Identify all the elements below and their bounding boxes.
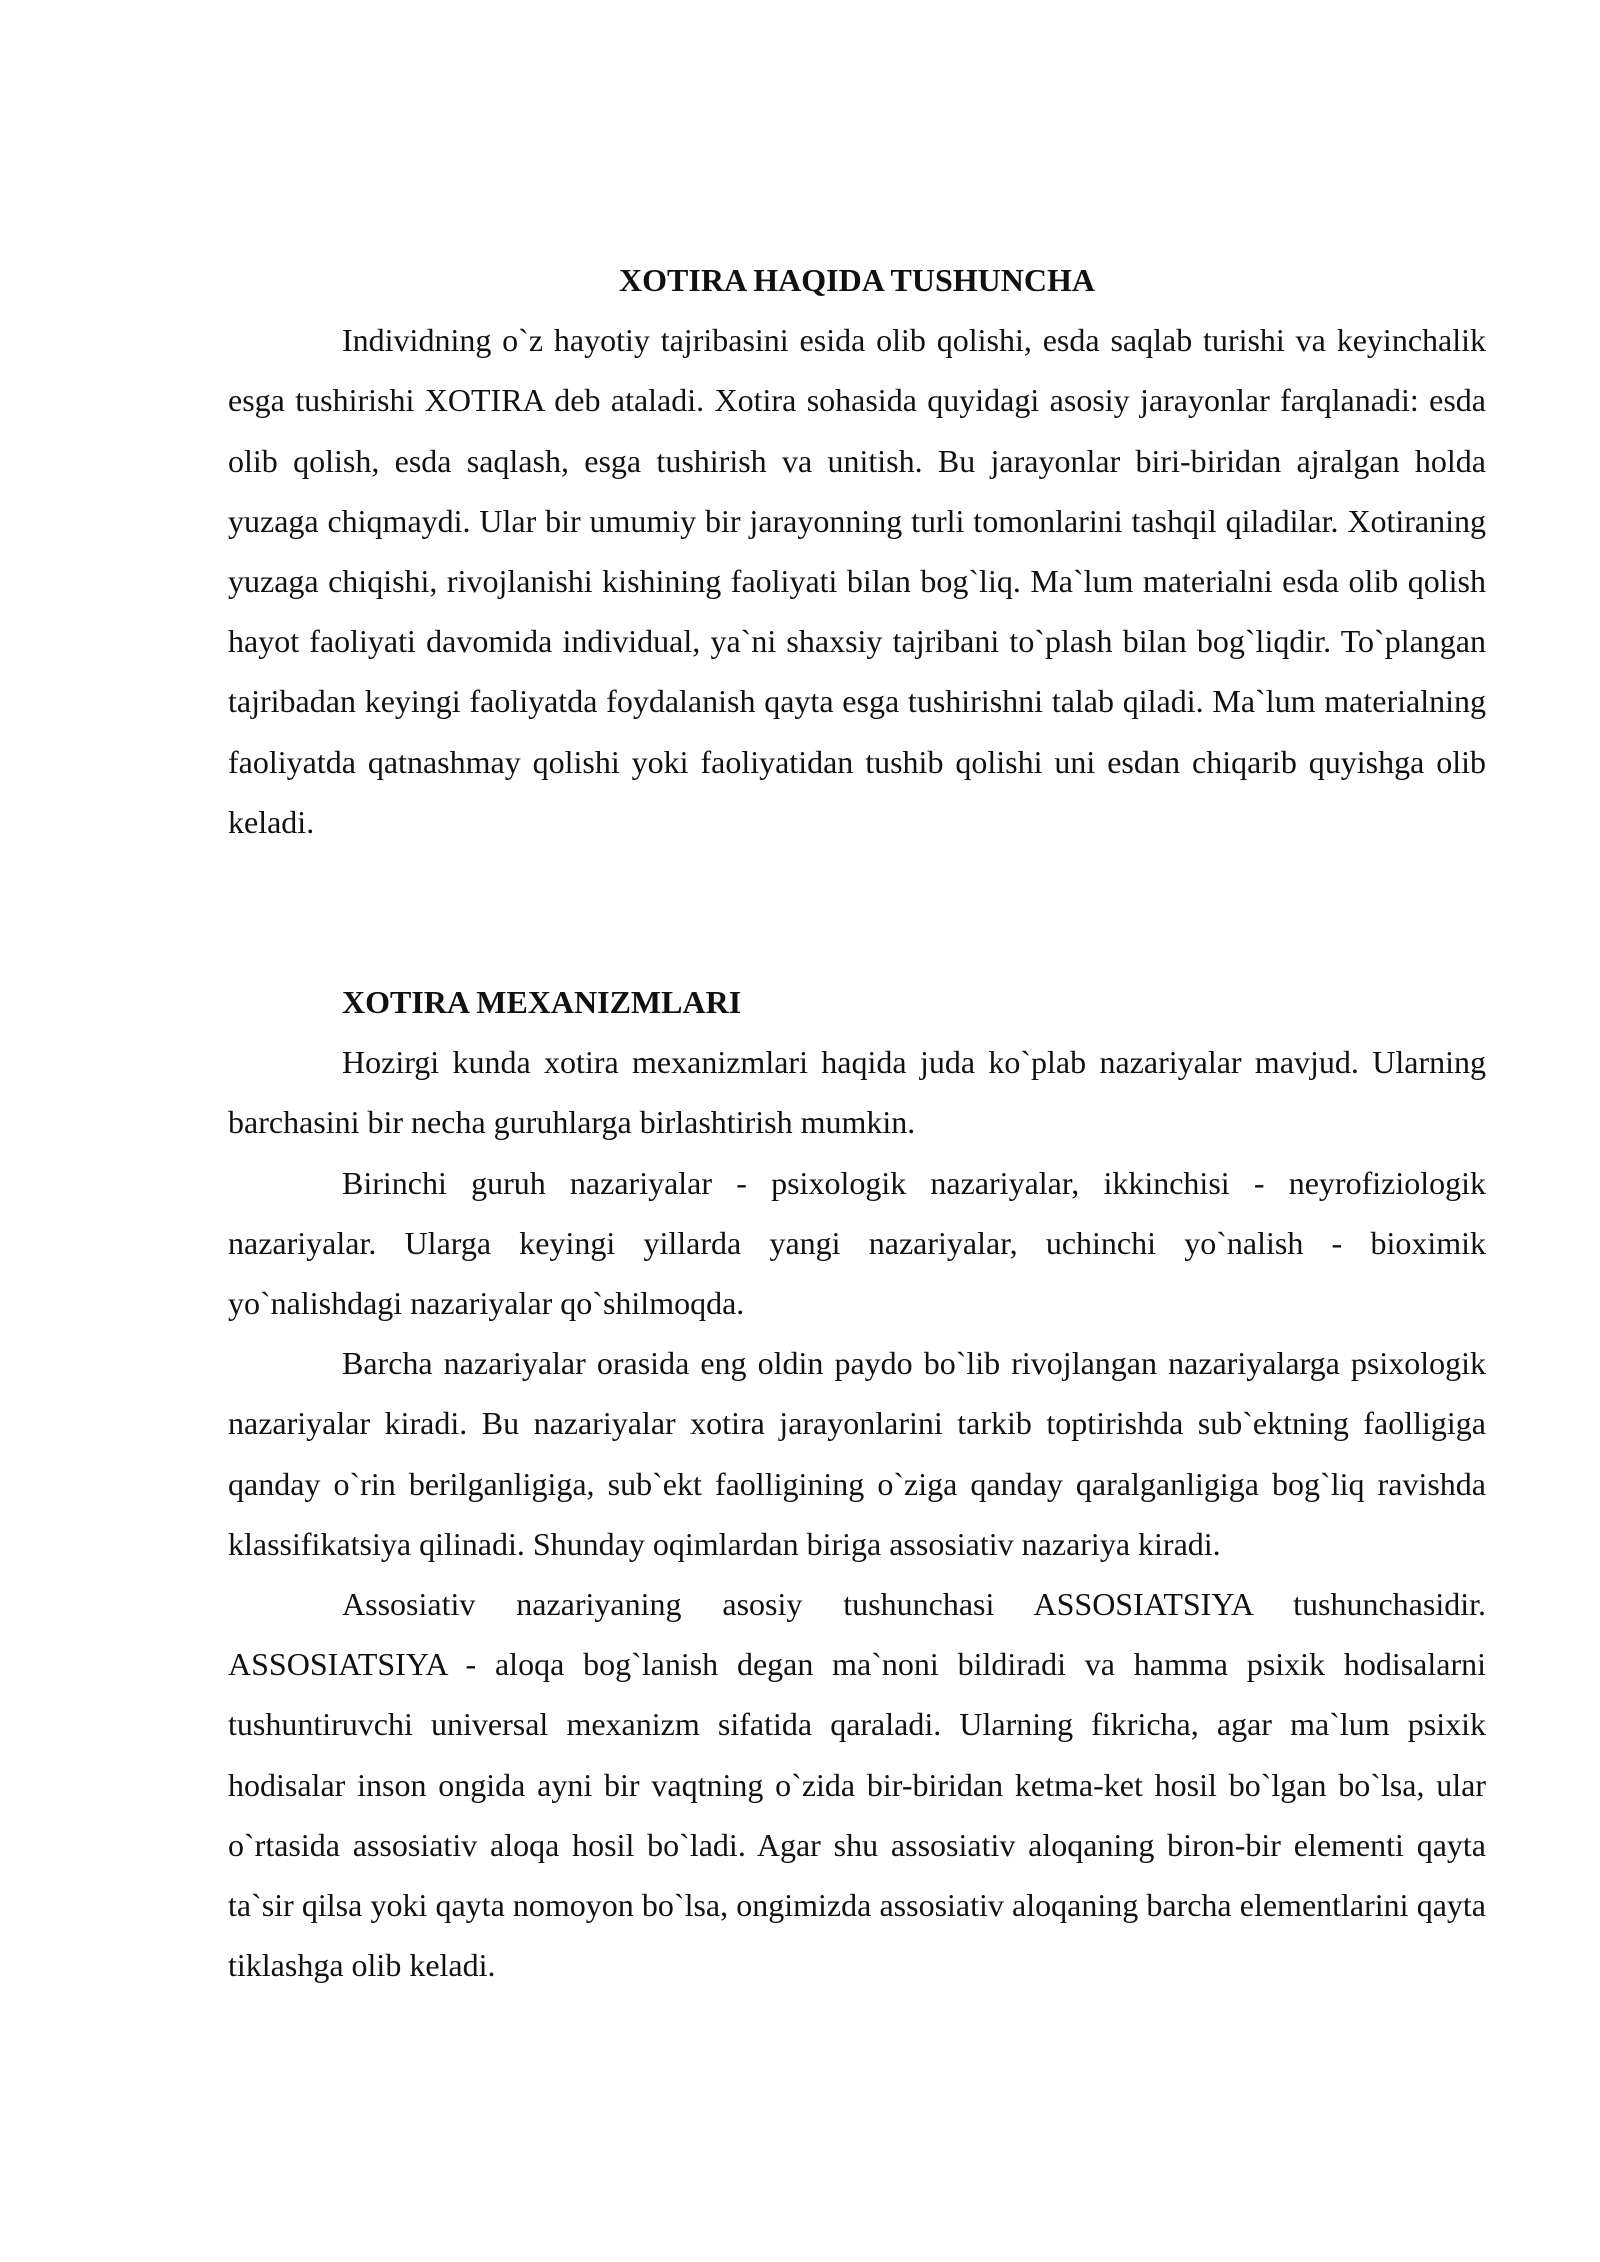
paragraph: Barcha nazariyalar orasida eng oldin paydo bo`lib rivojlangan nazariyalarga psixologik nazariyalar kiradi. Bu nazariyalar xotira jarayonlarini tarkib toptirishda sub`ektning faolligiga qanday o`rin berilganligiga, sub`ekt faolligining o`ziga qanday qaralganligiga bog`liq ravishda klassifikatsiya qilinadi. Shunday oqimlardan biriga assosiativ nazariya kiradi. (228, 1345, 1486, 1562)
paragraph: Assosiativ nazariyaning asosiy tushunchasi ASSOSIATSIYA tushunchasidir. ASSOSIATSIYA - aloqa bog`lanish degan ma`noni bildiradi va hamma psixik hodisalarni tushuntiruvchi universal mexanizm sifatida qaraladi. Ularning fikricha, agar ma`lum psixik hodisalar inson ongida ayni bir vaqtning o`zida bir-biridan ketma-ket hosil bo`lgan bo`lsa, ular o`rtasida assosiativ aloqa hosil bo`ladi. Agar shu assosiativ aloqaning biron-bir elementi qayta ta`sir qilsa yoki qayta nomoyon bo`lsa, ongimizda assosiativ aloqaning barcha elementlarini qayta tiklashga olib keladi. (228, 1586, 1486, 1984)
paragraph: Hozirgi kunda xotira mexanizmlari haqida juda ko`plab nazariyalar mavjud. Ularning barchasini bir necha guruhlarga birlashtirish mumkin. (228, 1044, 1486, 1141)
paragraph: Birinchi guruh nazariyalar - psixologik nazariyalar, ikkinchisi - neyrofiziologik nazariyalar. Ularga keyingi yillarda yangi nazariyalar, uchinchi yo`nalish - bioximik yo`nalishdagi nazariyalar qo`shilmoqda. (228, 1164, 1486, 1322)
paragraph: Individning o`z hayotiy tajribasini esida olib qolishi, esda saqlab turishi va keyinchalik esga tushirishi XOTIRA deb ataladi. Xotira sohasida quyidagi asosiy jarayonlar farqlanadi: esda olib qolish, esda saqlash, esga tushirish va unitish. Bu jarayonlar biri-biridan ajralgan holda yuzaga chiqmaydi. Ular bir umumiy bir jarayonning turli tomonlarini tashqil qiladilar. Xotiraning yuzaga chiqishi, rivojlanishi kishining faoliyati bilan bog`liq. Ma`lum materialni esda olib qolish hayot faoliyati davomida individual, ya`ni shaxsiy tajribani to`plash bilan bog`liqdir. To`plangan tajribadan keyingi faoliyatda foydalanish qayta esga tushirishni talab qiladi. Ma`lum materialning faoliyatda qatnashmay qolishi yoki faoliyatidan tushib qolishi uni esdan chiqarib quyishga olib keladi. (228, 322, 1486, 840)
section-title-xotira-mexanizmlari: XOTIRA MEXANIZMLARI (342, 984, 742, 1021)
section-title-xotira-haqida: XOTIRA HAQIDA TUSHUNCHA (619, 262, 1095, 298)
section-gap (228, 852, 1486, 972)
document-page (228, 250, 1486, 1995)
